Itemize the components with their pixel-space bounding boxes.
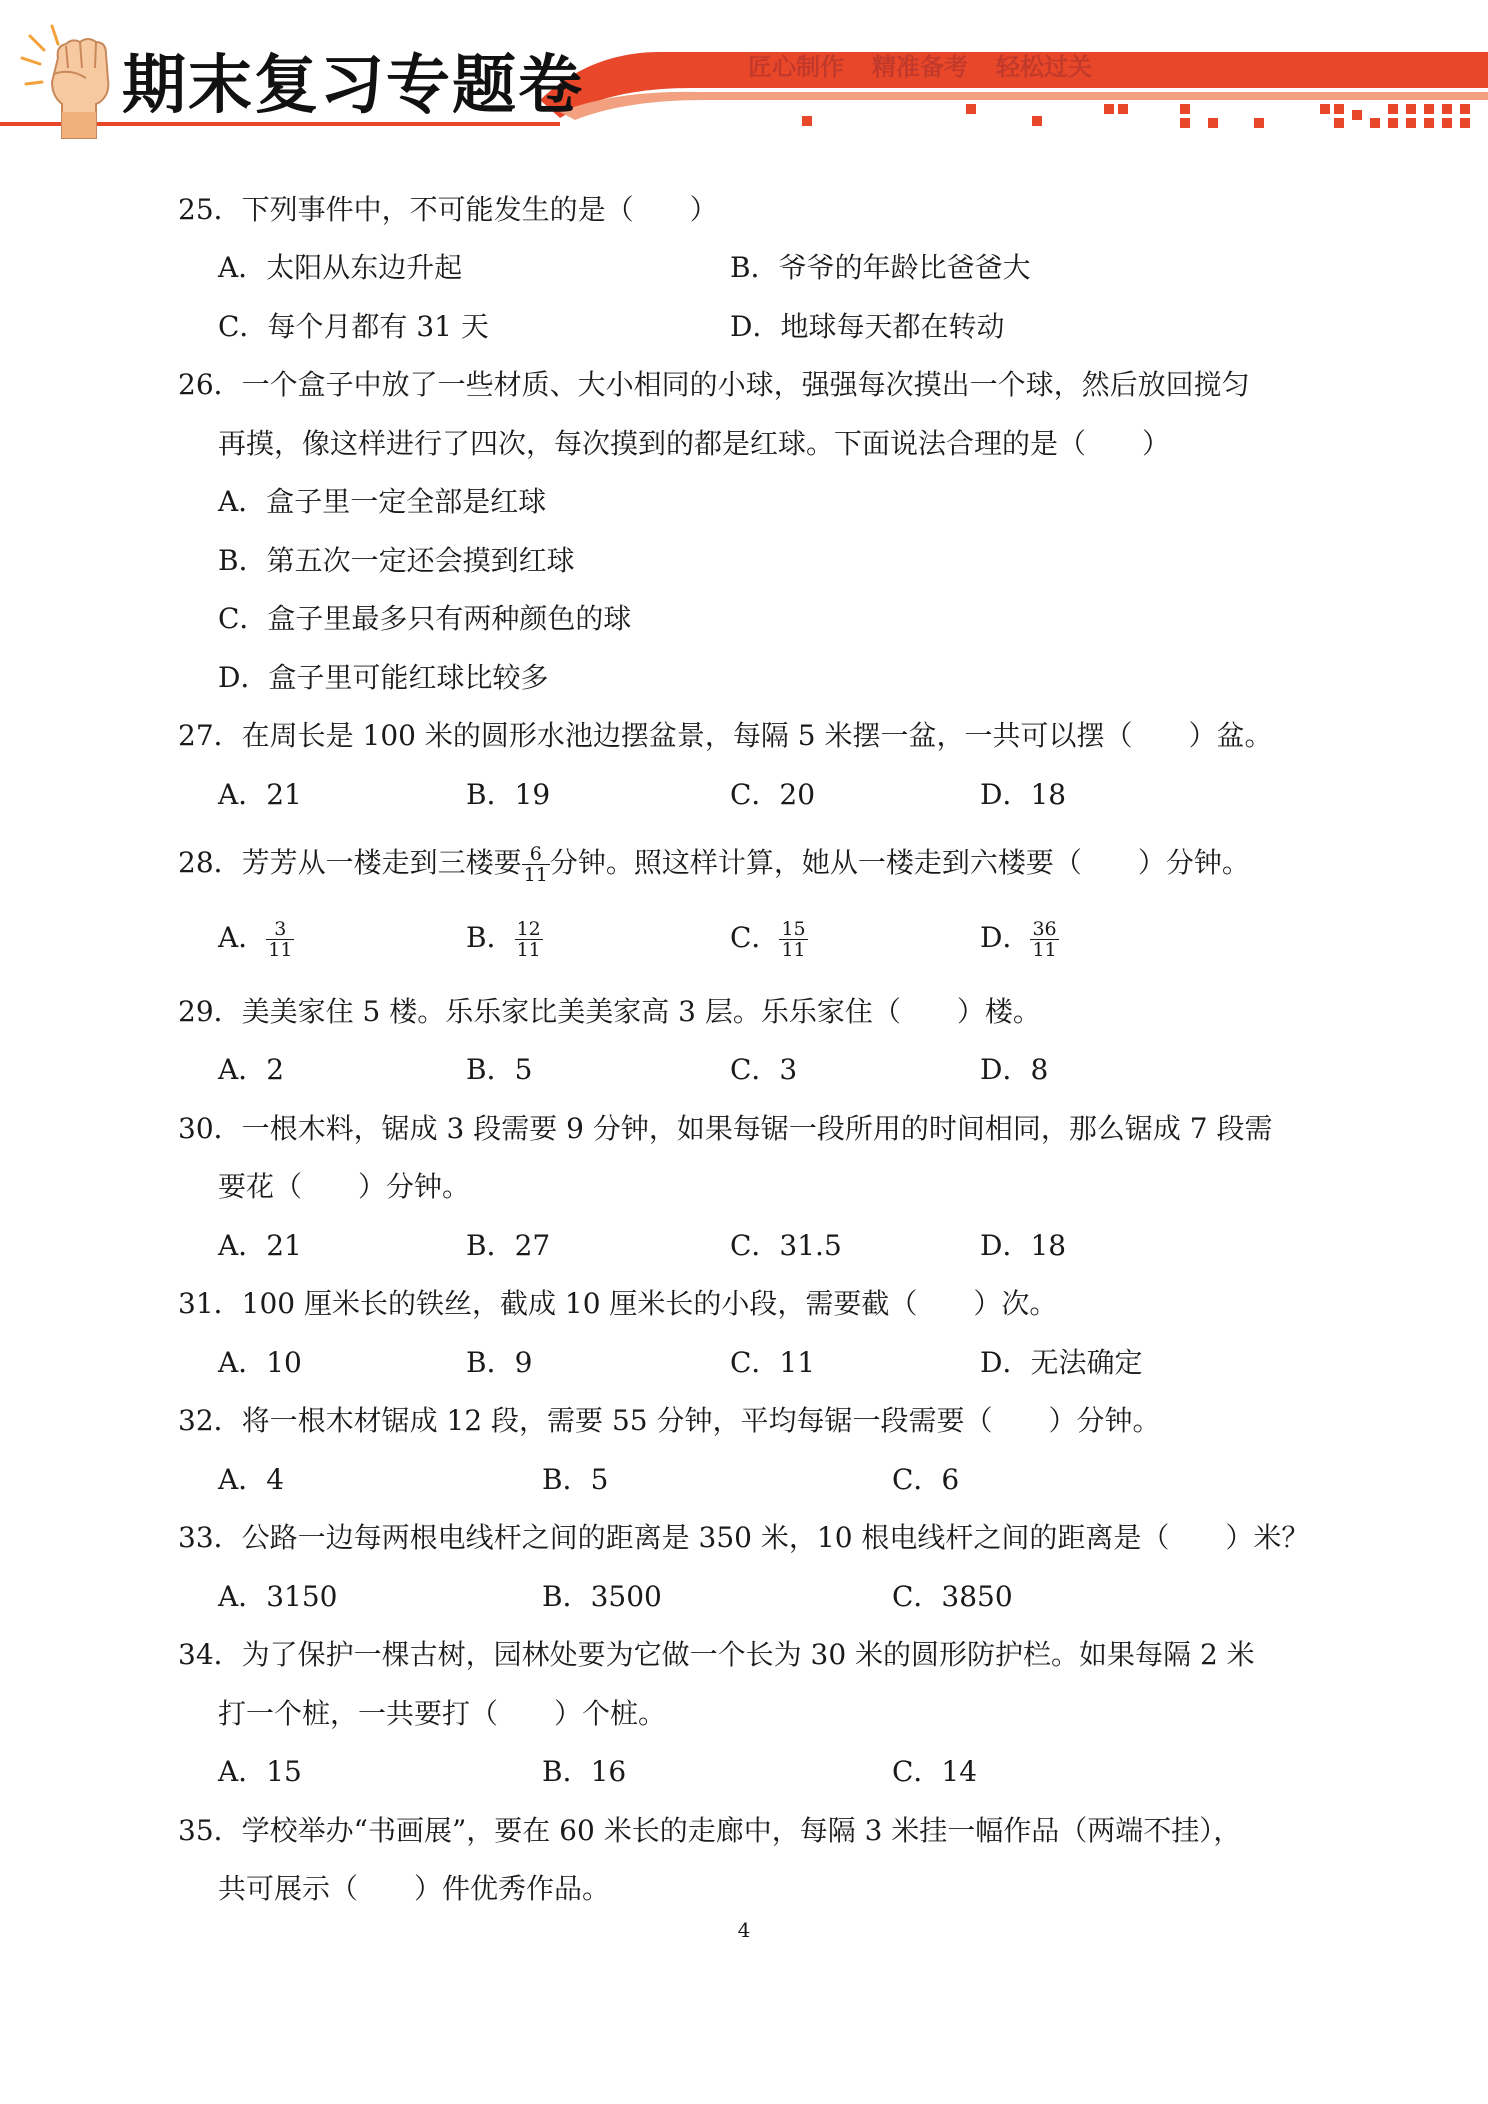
decor-square <box>1208 118 1218 128</box>
decor-square <box>1406 118 1416 128</box>
question-33-option-b[interactable]: B．3500 <box>542 1580 662 1613</box>
question-34-text: 34．为了保护一棵古树，园林处要为它做一个长为 30 米的圆形防护栏。如果每隔 2 米 <box>178 1638 1255 1671</box>
question-27-option-a[interactable]: A．21 <box>218 778 302 811</box>
question-27-option-c[interactable]: C．20 <box>730 778 816 811</box>
header-slogan-2: 精准备考 <box>872 53 968 81</box>
question-28-option-c[interactable]: C． $\frac{15}{11}$ <box>730 918 806 961</box>
question-32-option-c[interactable]: C．6 <box>892 1463 960 1496</box>
question-29-option-d[interactable]: D．8 <box>980 1053 1049 1086</box>
question-25-text: 25．下列事件中，不可能发生的是（ ） <box>178 193 718 226</box>
decor-square <box>1370 118 1380 128</box>
question-26-text: 26．一个盒子中放了一些材质、大小相同的小球，强强每次摸出一个球，然后放回搅匀 <box>178 368 1250 401</box>
decor-square <box>1460 104 1470 114</box>
fraction: $\frac{3}{11}$ <box>268 918 293 961</box>
question-32-text: 32．将一根木材锯成 12 段，需要 55 分钟，平均每锯一段需要（ ）分钟。 <box>178 1404 1161 1437</box>
question-33-text: 33．公路一边每两根电线杆之间的距离是 350 米，10 根电线杆之间的距离是（ ）米？ <box>178 1521 1310 1554</box>
question-35-text-cont: 共可展示（ ）件优秀作品。 <box>218 1872 611 1905</box>
decor-square <box>1180 104 1190 114</box>
decor-square <box>1180 118 1190 128</box>
question-32-option-a[interactable]: A．4 <box>218 1463 285 1496</box>
question-28-option-a[interactable]: A． $\frac{3}{11}$ <box>218 918 293 961</box>
question-25-option-c[interactable]: C．每个月都有 31 天 <box>218 310 489 343</box>
decor-square <box>1032 116 1042 126</box>
question-29-text: 29．美美家住 5 楼。乐乐家比美美家高 3 层。乐乐家住（ ）楼。 <box>178 995 1041 1028</box>
question-28-text-after: 分钟。照这样计算，她从一楼走到六楼要（ ）分钟。 <box>549 846 1250 879</box>
question-33-option-c[interactable]: C．3850 <box>892 1580 1013 1613</box>
decor-square <box>1254 118 1264 128</box>
decor-square <box>1424 104 1434 114</box>
header-title: 期末复习专题卷 <box>122 49 584 123</box>
question-31-text: 31．100 厘米长的铁丝，截成 10 厘米长的小段，需要截（ ）次。 <box>178 1287 1058 1320</box>
header-slogan-3: 轻松过关 <box>996 53 1092 81</box>
question-31-option-c[interactable]: C．11 <box>730 1346 816 1379</box>
page-header <box>0 0 1488 140</box>
question-31-option-b[interactable]: B．9 <box>466 1346 533 1379</box>
page-number: 4 <box>737 1918 751 1942</box>
fraction: $\frac{6}{11}$ <box>523 843 548 886</box>
question-31-option-a[interactable]: A．10 <box>218 1346 302 1379</box>
question-25-option-d[interactable]: D．地球每天都在转动 <box>730 310 1005 343</box>
question-28-option-d[interactable]: D． $\frac{36}{11}$ <box>980 918 1057 961</box>
question-32-option-b[interactable]: B．5 <box>542 1463 609 1496</box>
question-26-option-d[interactable]: D．盒子里可能红球比较多 <box>218 661 549 694</box>
question-31-option-d[interactable]: D．无法确定 <box>980 1346 1143 1379</box>
question-26-option-b[interactable]: B．第五次一定还会摸到红球 <box>218 544 575 577</box>
question-27-option-b[interactable]: B．19 <box>466 778 551 811</box>
question-29-option-c[interactable]: C．3 <box>730 1053 798 1086</box>
fraction: $\frac{36}{11}$ <box>1032 918 1057 961</box>
decor-square <box>1352 110 1362 120</box>
question-35-text: 35．学校举办“书画展”，要在 60 米长的走廊中，每隔 3 米挂一幅作品（两端不挂）， <box>178 1814 1242 1847</box>
decor-square <box>1118 104 1128 114</box>
fraction: $\frac{12}{11}$ <box>516 918 541 961</box>
decor-square <box>1442 104 1452 114</box>
question-33-option-a[interactable]: A．3150 <box>218 1580 338 1613</box>
question-30-option-a[interactable]: A．21 <box>218 1229 302 1262</box>
decor-square <box>1388 104 1398 114</box>
question-30-option-c[interactable]: C．31.5 <box>730 1229 842 1262</box>
decor-square <box>1388 118 1398 128</box>
question-30-option-d[interactable]: D．18 <box>980 1229 1067 1262</box>
question-27-text: 27．在周长是 100 米的圆形水池边摆盆景，每隔 5 米摆一盆，一共可以摆（ ）盆。 <box>178 719 1273 752</box>
decor-square <box>1406 104 1416 114</box>
question-25-option-a[interactable]: A．太阳从东边升起 <box>218 251 463 284</box>
decor-square <box>1320 104 1330 114</box>
question-30-text: 30．一根木料，锯成 3 段需要 9 分钟，如果每锯一段所用的时间相同，那么锯成 7 段需 <box>178 1112 1273 1145</box>
question-28-option-b[interactable]: B． $\frac{12}{11}$ <box>466 918 541 961</box>
decor-square <box>1334 104 1344 114</box>
question-25-option-b[interactable]: B．爷爷的年龄比爸爸大 <box>730 251 1031 284</box>
question-30-option-b[interactable]: B．27 <box>466 1229 551 1262</box>
decor-square <box>1442 118 1452 128</box>
decor-square <box>1460 118 1470 128</box>
fraction: $\frac{15}{11}$ <box>781 918 806 961</box>
decor-square <box>802 116 812 126</box>
decor-square <box>1424 118 1434 128</box>
question-27-option-d[interactable]: D．18 <box>980 778 1067 811</box>
decor-square <box>1334 118 1344 128</box>
question-26-option-c[interactable]: C．盒子里最多只有两种颜色的球 <box>218 602 632 635</box>
question-30-text-cont: 要花（ ）分钟。 <box>218 1170 471 1203</box>
fist-icon <box>40 28 120 140</box>
question-28-text <box>178 843 1250 885</box>
header-slogan-1: 匠心制作 <box>748 53 844 81</box>
decor-square <box>1104 104 1114 114</box>
question-26-option-a[interactable]: A．盒子里一定全部是红球 <box>218 485 547 518</box>
question-29-option-b[interactable]: B．5 <box>466 1053 533 1086</box>
decor-square <box>966 104 976 114</box>
question-29-option-a[interactable]: A．2 <box>218 1053 285 1086</box>
question-34-option-c[interactable]: C．14 <box>892 1755 978 1788</box>
question-34-option-b[interactable]: B．16 <box>542 1755 627 1788</box>
question-34-option-a[interactable]: A．15 <box>218 1755 302 1788</box>
question-28-text-before: 28．芳芳从一楼走到三楼要 <box>178 846 522 879</box>
question-34-text-cont: 打一个桩，一共要打（ ）个桩。 <box>218 1697 667 1730</box>
question-26-text-cont: 再摸，像这样进行了四次，每次摸到的都是红球。下面说法合理的是（ ） <box>218 427 1171 460</box>
